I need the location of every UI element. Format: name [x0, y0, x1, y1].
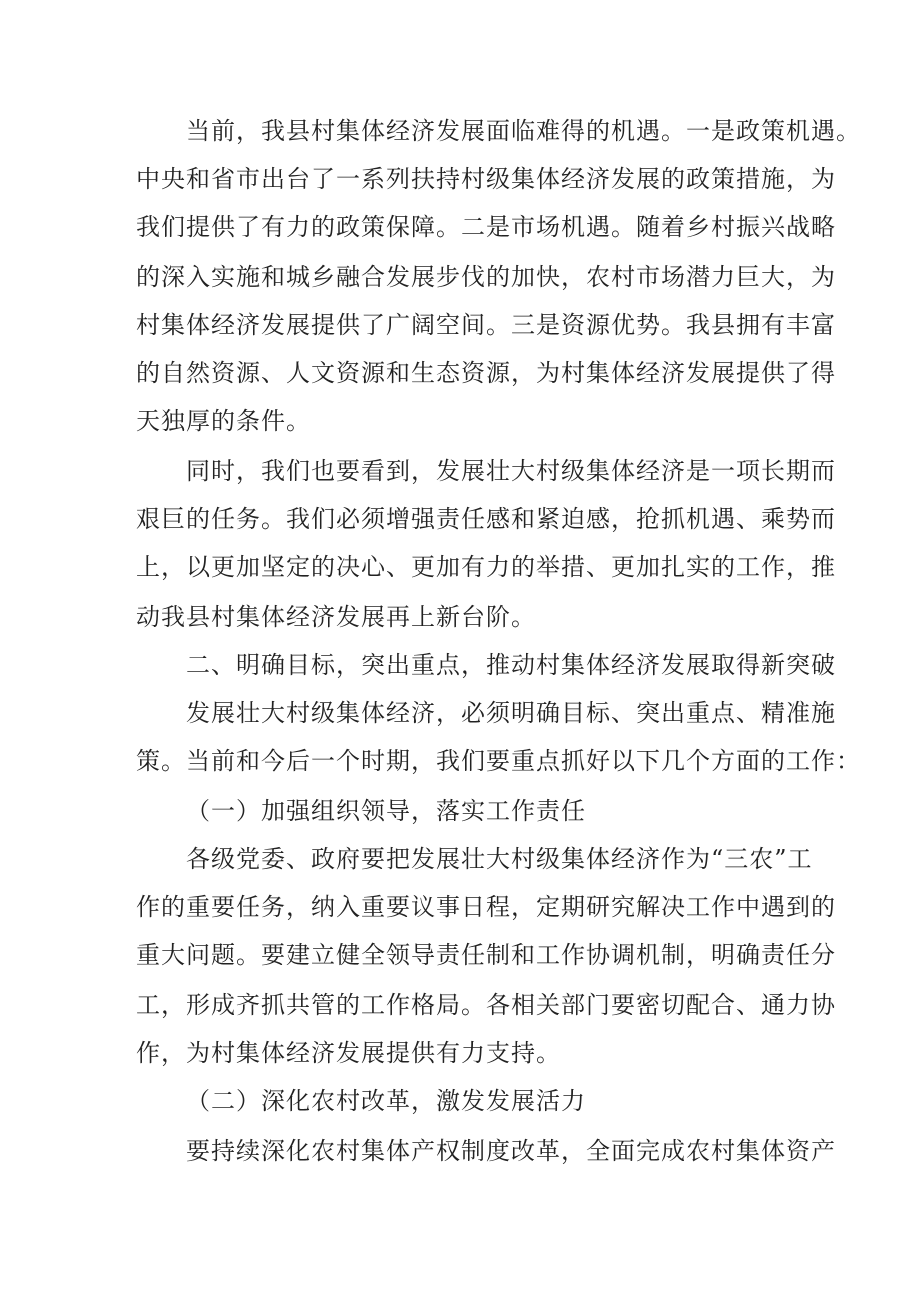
section-heading-2: 二、明确目标，突出重点，推动村集体经济发展取得新突破 [186, 651, 836, 679]
paragraph-2-line-1: 同时，我们也要看到，发展壮大村级集体经济是一项长期而 [186, 457, 836, 485]
subsection-heading-2: （二）深化农村改革，激发发展活力 [186, 1087, 586, 1115]
paragraph-2-line-2: 艰巨的任务。我们必须增强责任感和紧迫感，抢抓机遇、乘势而 [136, 505, 836, 533]
subsection-heading-1: （一）加强组织领导，落实工作责任 [186, 797, 586, 825]
paragraph-5-line-1: 要持续深化农村集体产权制度改革，全面完成农村集体资产 [186, 1137, 836, 1165]
paragraph-4-line-2: 作的重要任务，纳入重要议事日程，定期研究解决工作中遇到的 [136, 893, 836, 921]
paragraph-1-line-1: 当前，我县村集体经济发展面临难得的机遇。一是政策机遇。 [186, 117, 861, 145]
paragraph-1-line-2: 中央和省市出台了一系列扶持村级集体经济发展的政策措施，为 [136, 165, 836, 193]
paragraph-3-line-2: 策。当前和今后一个时期，我们要重点抓好以下几个方面的工作： [136, 747, 861, 775]
paragraph-4-line-4: 工，形成齐抓共管的工作格局。各相关部门要密切配合、通力协 [136, 991, 836, 1019]
paragraph-1-line-5: 村集体经济发展提供了广阔空间。三是资源优势。我县拥有丰富 [136, 311, 836, 339]
paragraph-2-line-4: 动我县村集体经济发展再上新台阶。 [136, 603, 536, 631]
paragraph-1-line-7: 天独厚的条件。 [136, 407, 311, 435]
paragraph-4-line-3: 重大问题。要建立健全领导责任制和工作协调机制，明确责任分 [136, 941, 836, 969]
paragraph-2-line-3: 上，以更加坚定的决心、更加有力的举措、更加扎实的工作，推 [136, 553, 836, 581]
paragraph-1-line-3: 我们提供了有力的政策保障。二是市场机遇。随着乡村振兴战略 [136, 213, 836, 241]
paragraph-1-line-6: 的自然资源、人文资源和生态资源，为村集体经济发展提供了得 [136, 359, 836, 387]
paragraph-3-line-1: 发展壮大村级集体经济，必须明确目标、突出重点、精准施 [186, 699, 836, 727]
paragraph-1-line-4: 的深入实施和城乡融合发展步伐的加快，农村市场潜力巨大，为 [136, 263, 836, 291]
paragraph-4-line-5: 作，为村集体经济发展提供有力支持。 [136, 1039, 561, 1067]
paragraph-4-line-1: 各级党委、政府要把发展壮大村级集体经济作为“三农”工 [186, 845, 813, 873]
